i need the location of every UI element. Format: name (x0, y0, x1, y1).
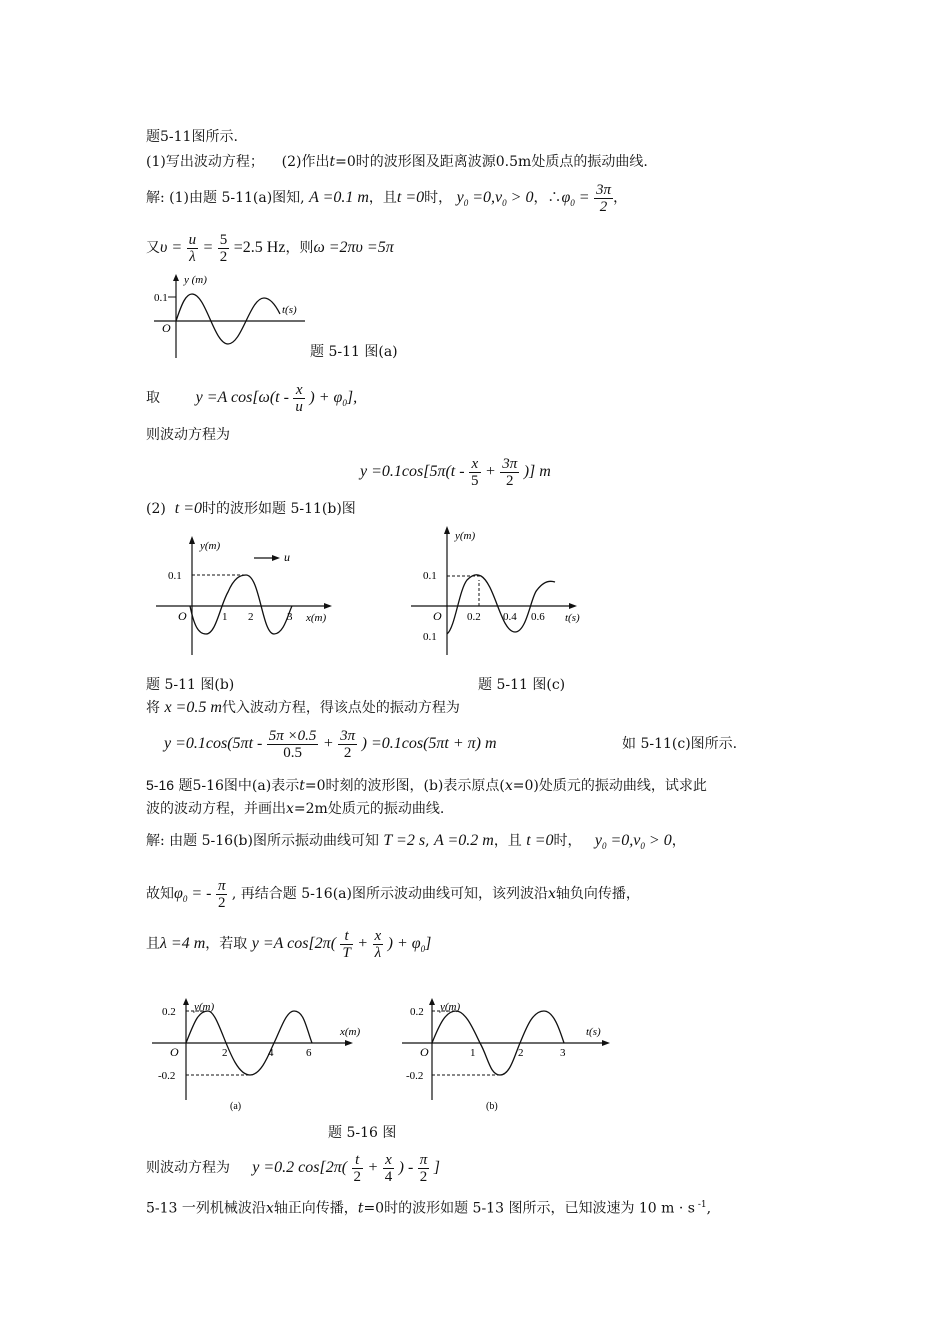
axis-label-y: y(m) (455, 530, 476, 542)
caption-5-11a: 题 5-11 图(a) (310, 344, 398, 360)
fraction: $\frac{t}{T}$ (342, 927, 351, 961)
x-tick: 0.4 (503, 611, 517, 623)
axis-label-x: x(m) (340, 1026, 361, 1038)
sublabel: (b) (486, 1101, 498, 1112)
solution-line-1: 解: (1)由题 5-11(a)图知, A =0.1 m，且t =0时， $y_0 =0,v_0 > 0$，$\therefore\varphi_0$ = $\frac{3\pi}{2}$ ， (146, 181, 628, 215)
velocity-label: u (284, 550, 290, 564)
problem-intro-line: 题5-11图所示. (146, 129, 238, 145)
figure-5-11c (405, 520, 595, 660)
final-wave-equation: 则波动方程为 y =0.2 cos[2π( $\frac{t}{2}$ + $\frac{x}{4}$ ) - $\frac{\pi}{2}$ ] (146, 1151, 440, 1185)
fraction: $\frac{x}{5}$ (471, 455, 479, 489)
y-tick: 0.1 (154, 292, 168, 304)
figure-5-11a (150, 270, 310, 360)
caption-5-11c: 题 5-11 图(c) (478, 677, 566, 693)
fraction: $\frac{5\pi \times 0.5}{0.5}$ (268, 727, 317, 761)
x-tick: 2 (222, 1047, 228, 1059)
x-tick: 1 (470, 1047, 476, 1059)
x-tick: 3 (287, 611, 293, 623)
caption-5-16: 题 5-16 图 (328, 1125, 397, 1141)
axis-label-x: x(m) (306, 612, 327, 624)
y-tick-bottom: -0.2 (158, 1070, 176, 1082)
origin-label: O (178, 609, 187, 623)
axis-label-y: y(m) (440, 1001, 461, 1013)
figure-5-16b (400, 995, 620, 1120)
wave-eq-label: 则波动方程为 (146, 427, 230, 443)
origin-label: O (162, 321, 171, 335)
y-tick-bottom: -0.2 (406, 1070, 424, 1082)
x-tick: 4 (268, 1047, 274, 1059)
x-tick: 6 (306, 1047, 312, 1059)
axis-label-y: y(m) (194, 1001, 215, 1013)
x-tick: 3 (560, 1047, 566, 1059)
x-tick: 1 (222, 611, 228, 623)
x-tick: 2 (518, 1047, 524, 1059)
fraction: $\frac{t}{2}$ (353, 1151, 362, 1185)
x-tick: 2 (248, 611, 254, 623)
problem-5-16-line1: 5-16 题5-16图中(a)表示t=0时刻的波形图，(b)表示原点(x=0)处质元的振动曲线，试求此 (146, 777, 707, 794)
fraction: $\frac{\pi}{2}$ (217, 877, 226, 911)
y-tick: 0.1 (168, 570, 182, 582)
part2-line: (2) t =0时的波形如题 5-11(b)图 (146, 500, 356, 517)
fraction: $\frac{x}{\lambda}$ (374, 927, 382, 961)
sublabel: (a) (230, 1101, 242, 1112)
solution-5-16-line1: 解: 由题 5-16(b)图所示振动曲线可知 T =2 s, A =0.2 m，且 t =0时， $y_0 =0,v_0 > 0$， (146, 832, 686, 852)
y-tick-bottom: 0.1 (423, 631, 437, 643)
y-tick-top: 0.1 (423, 570, 437, 582)
substitute-line: 将 x =0.5 m代入波动方程，得该点处的振动方程为 (146, 699, 460, 716)
axis-label-x: t(s) (282, 304, 297, 316)
take-line: 取 y =A cos[ω(t - $\frac{x}{u}$ ) + $\varphi_0$], (146, 381, 358, 415)
figure-5-11b (150, 530, 350, 660)
fraction: $\frac{5}{2}$ (219, 231, 228, 265)
x-tick: 0.2 (467, 611, 481, 623)
vibration-note: 如 5-11(c)图所示. (622, 736, 738, 752)
fraction: $\frac{3\pi}{2}$ (502, 455, 518, 489)
x-tick: 0.6 (531, 611, 545, 623)
y-tick-top: 0.2 (162, 1006, 176, 1018)
fraction: $\frac{\pi}{2}$ (419, 1151, 428, 1185)
problem-5-13-line: 5-13 一列机械波沿x轴正向传播，t=0时的波形如题 5-13 图所示，已知波速为 10 m · s $^{-1}$, (146, 1200, 712, 1217)
fraction: $\frac{x}{u}$ (295, 381, 303, 415)
phase-line: 故知$\varphi_0$ = - $\frac{\pi}{2}$ , 再结合题 5-16(a)图所示波动曲线可知，该列波沿x轴负向传播， (146, 877, 640, 911)
origin-label: O (433, 609, 442, 623)
vibration-equation: y =0.1cos(5πt - $\frac{5\pi \times 0.5}{0.5}$ + $\frac{3\pi}{2}$ ) =0.1cos(5πt + π) m (164, 727, 497, 761)
origin-label: O (170, 1045, 179, 1059)
problem-question-line: (1)写出波动方程； (2)作出t=0时的波形图及距离波源0.5m处质点的振动曲线. (146, 154, 648, 170)
wave-equation: y =0.1cos[5π(t - $\frac{x}{5}$ + $\frac{3\pi}{2}$ )] m (360, 455, 551, 489)
axis-label-x: t(s) (565, 612, 580, 624)
origin-label: O (420, 1045, 429, 1059)
axis-label-y: y(m) (200, 540, 221, 552)
frequency-line: 又υ = $\frac{u}{\lambda}$ = $\frac{5}{2}$ =2.5 Hz，则ω =2πυ =5π (146, 231, 394, 265)
fraction: $\frac{3\pi}{2}$ (596, 181, 612, 215)
problem-5-16-line2: 波的波动方程，并画出x=2m处质元的振动曲线. (146, 801, 445, 817)
caption-5-11b: 题 5-11 图(b) (146, 677, 235, 693)
fraction: $\frac{3\pi}{2}$ (340, 727, 356, 761)
y-tick-top: 0.2 (410, 1006, 424, 1018)
wavelength-line: 且λ =4 m，若取 y =A cos[2π( $\frac{t}{T}$ + $\frac{x}{\lambda}$ ) + $\varphi_0$] (146, 927, 432, 961)
fraction: $\frac{u}{\lambda}$ (188, 231, 197, 265)
axis-label-x: t(s) (586, 1026, 601, 1038)
figure-5-16a (150, 995, 370, 1120)
fraction: $\frac{x}{4}$ (384, 1151, 393, 1185)
axis-label-y: y (m) (184, 274, 207, 286)
